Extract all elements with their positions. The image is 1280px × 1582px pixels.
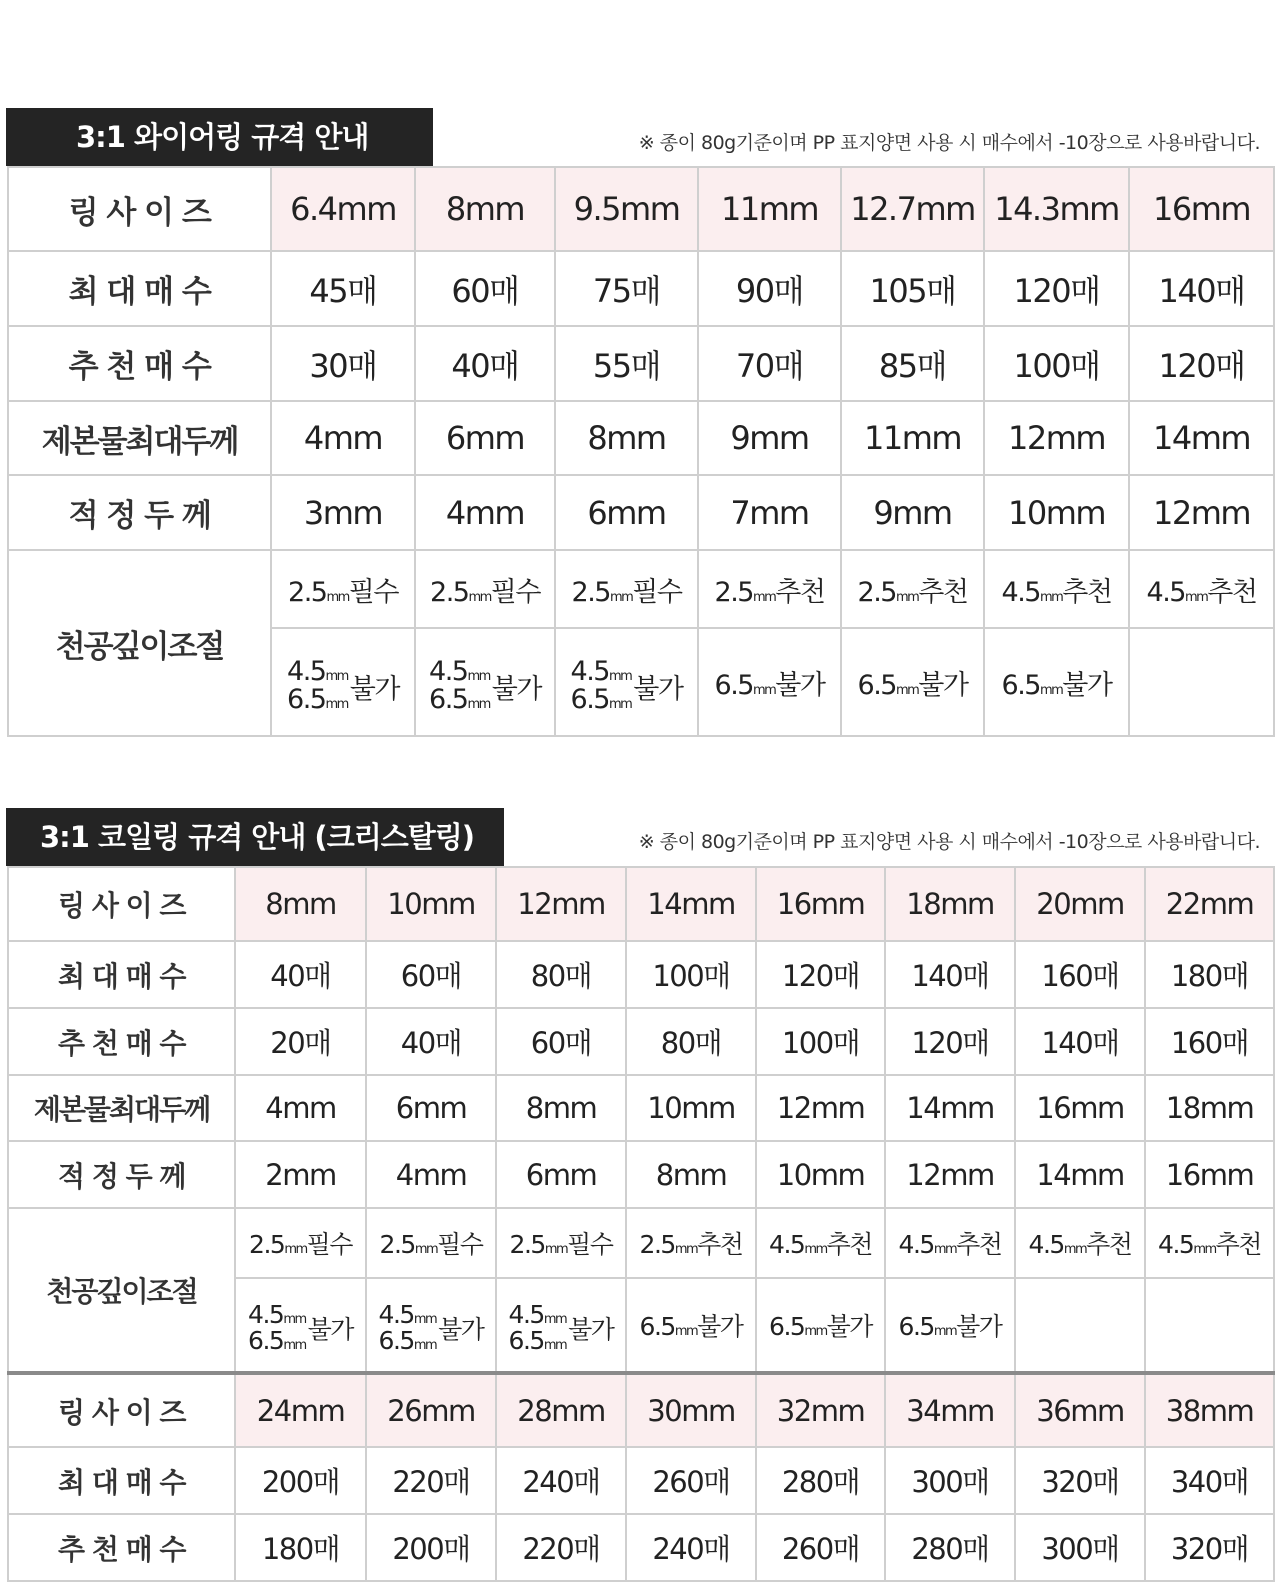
rec-sheets-cell: 240매 (626, 1514, 756, 1581)
empty-cell (1129, 628, 1274, 736)
row-label-max-thickness: 제본물최대두께 (8, 401, 271, 475)
max-sheets-cell: 60매 (415, 251, 555, 326)
rec-sheets-cell: 320매 (1145, 1514, 1274, 1581)
max-sheets-cell: 140매 (1129, 251, 1274, 326)
rec-sheets-cell: 40매 (415, 326, 555, 401)
depth-word: 불가 (491, 673, 541, 705)
empty-cell (1145, 1278, 1274, 1373)
depth-word: 추천 (1086, 1230, 1132, 1259)
depth-unit: mm (414, 1242, 438, 1257)
depth-value: 2.5 (509, 1230, 545, 1259)
depth-unit: mm (933, 1324, 957, 1339)
proper-thickness-cell: 7mm (698, 475, 841, 550)
depth-word: 불가 (956, 1312, 1002, 1341)
depth-value-b: 6.5 (287, 684, 326, 715)
max-thickness-cell: 4mm (235, 1075, 366, 1141)
max-sheets-cell: 120매 (984, 251, 1129, 326)
max-thickness-cell: 11mm (841, 401, 984, 475)
depth-unit: mm (895, 682, 919, 698)
wire-ring-spec-table (7, 166, 1275, 737)
punch-depth-cell (271, 628, 415, 736)
depth-word: 추천 (1207, 576, 1257, 608)
depth-value: 6.5 (1001, 669, 1040, 701)
rec-sheets-cell: 100매 (984, 326, 1129, 401)
coil-row-label-punch-depth: 천공깊이조절 (8, 1208, 235, 1373)
depth-value: 4.5 (1028, 1230, 1064, 1259)
punch-depth-cell (698, 628, 841, 736)
depth-value: 6.5 (857, 669, 896, 701)
max-sheets-cell: 220매 (366, 1447, 496, 1514)
punch-depth-cell (841, 628, 984, 736)
depth-unit: mm (413, 1311, 437, 1327)
depth-word: 필수 (437, 1230, 483, 1259)
depth-word: 불가 (1062, 669, 1112, 701)
ring-size-cell: 8mm (415, 167, 555, 251)
depth-word: 추천 (918, 576, 968, 608)
depth-word: 필수 (490, 576, 540, 608)
max-sheets-row (8, 251, 1274, 326)
rec-sheets-cell: 100매 (756, 1008, 885, 1075)
rec-sheets-cell: 140매 (1015, 1008, 1145, 1075)
depth-unit: mm (543, 1311, 567, 1327)
punch-depth-cell (366, 1208, 496, 1278)
ring-size-cell: 36mm (1015, 1373, 1145, 1447)
punch-depth-cell (415, 628, 555, 736)
proper-thickness-cell: 4mm (366, 1141, 496, 1208)
max-sheets-cell: 260매 (626, 1447, 756, 1514)
depth-value-b: 6.5 (570, 684, 609, 715)
coil-row-label-rec-sheets-2: 추 천 매 수 (8, 1514, 235, 1581)
max-sheets-cell: 60매 (366, 941, 496, 1008)
max-thickness-cell: 14mm (1129, 401, 1274, 475)
rec-sheets-cell: 120매 (1129, 326, 1274, 401)
punch-depth-cell (756, 1278, 885, 1373)
max-sheets-cell: 280매 (756, 1447, 885, 1514)
coil-row-label-max-sheets-2: 최 대 매 수 (8, 1447, 235, 1514)
wire-ring-note: ※ 종이 80g기준이며 PP 표지양면 사용 시 매수에서 -10장으로 사용바랍니다. (638, 132, 1260, 154)
coil-row-label-max-sheets: 최 대 매 수 (8, 941, 235, 1008)
max-sheets-cell: 75매 (555, 251, 698, 326)
rec-sheets-row (8, 326, 1274, 401)
depth-unit: mm (413, 1338, 437, 1353)
depth-word: 불가 (307, 1315, 353, 1344)
rec-sheets-cell: 280매 (885, 1514, 1015, 1581)
rec-sheets-cell: 220매 (496, 1514, 626, 1581)
proper-thickness-cell: 12mm (1129, 475, 1274, 550)
punch-depth-cell (555, 550, 698, 628)
rec-sheets-cell: 200매 (366, 1514, 496, 1581)
depth-unit: mm (804, 1324, 827, 1339)
proper-thickness-cell: 12mm (885, 1141, 1015, 1208)
max-sheets-cell: 80매 (496, 941, 626, 1008)
ring-size-cell: 38mm (1145, 1373, 1274, 1447)
punch-depth-cell (626, 1278, 756, 1373)
empty-cell (1015, 1278, 1145, 1373)
depth-unit: mm (1193, 1242, 1216, 1257)
max-sheets-cell: 240매 (496, 1447, 626, 1514)
coil-rec-sheets-row (8, 1008, 1274, 1075)
punch-depth-cell (235, 1278, 366, 1373)
depth-unit: mm (283, 1338, 306, 1353)
depth-value: 6.5 (769, 1312, 805, 1341)
depth-word: 추천 (956, 1230, 1002, 1259)
max-sheets-cell: 340매 (1145, 1447, 1274, 1514)
depth-unit: mm (326, 589, 349, 605)
depth-unit: mm (752, 682, 776, 698)
depth-value: 4.5 (1146, 576, 1185, 608)
depth-unit: mm (674, 1324, 698, 1339)
depth-unit: mm (467, 697, 490, 712)
depth-value: 2.5 (288, 576, 327, 608)
depth-value-a: 4.5 (508, 1299, 544, 1329)
max-sheets-cell: 320매 (1015, 1447, 1145, 1514)
rec-sheets-cell: 30매 (271, 326, 415, 401)
ring-size-cell: 16mm (1129, 167, 1274, 251)
depth-unit: mm (752, 589, 776, 605)
proper-thickness-cell: 8mm (626, 1141, 756, 1208)
depth-value-b: 6.5 (429, 684, 468, 715)
depth-unit: mm (608, 697, 632, 712)
max-sheets-cell: 100매 (626, 941, 756, 1008)
max-sheets-cell: 180매 (1145, 941, 1274, 1008)
depth-word: 불가 (918, 669, 968, 701)
max-thickness-cell: 12mm (984, 401, 1129, 475)
ring-size-cell: 12mm (496, 867, 626, 941)
depth-value: 6.5 (639, 1312, 675, 1341)
ring-size-cell: 12.7mm (841, 167, 984, 251)
depth-value-b: 6.5 (508, 1326, 544, 1355)
punch-depth-cell (415, 550, 555, 628)
row-label-ring-size: 링 사 이 즈 (8, 167, 271, 251)
coil-ring-size-row-2 (8, 1373, 1274, 1447)
depth-value-a: 4.5 (287, 655, 326, 687)
coil-ring-size-row (8, 867, 1274, 941)
proper-thickness-row (8, 475, 1274, 550)
punch-depth-cell (366, 1278, 496, 1373)
ring-size-cell: 8mm (235, 867, 366, 941)
rec-sheets-cell: 85매 (841, 326, 984, 401)
punch-depth-cell (1015, 1208, 1145, 1278)
depth-value: 2.5 (249, 1230, 285, 1259)
punch-depth-cell (698, 550, 841, 628)
depth-unit: mm (608, 668, 632, 684)
proper-thickness-cell: 16mm (1145, 1141, 1274, 1208)
depth-value: 6.5 (714, 669, 753, 701)
max-thickness-cell: 8mm (496, 1075, 626, 1141)
depth-unit: mm (467, 668, 490, 684)
depth-value-a: 4.5 (570, 655, 609, 687)
row-label-proper-thickness: 적 정 두 께 (8, 475, 271, 550)
depth-unit: mm (325, 697, 348, 712)
depth-unit: mm (895, 589, 919, 605)
depth-unit: mm (1039, 682, 1063, 698)
ring-size-cell: 24mm (235, 1373, 366, 1447)
max-sheets-cell: 120매 (756, 941, 885, 1008)
depth-unit: mm (284, 1242, 307, 1257)
rec-sheets-cell: 180매 (235, 1514, 366, 1581)
coil-ring-title: 3:1 코일링 규격 안내 (크리스탈링) (6, 808, 504, 866)
max-thickness-cell: 12mm (756, 1075, 885, 1141)
coil-punch-depth-row-1 (8, 1208, 1274, 1278)
depth-value: 4.5 (1001, 576, 1040, 608)
wire-ring-title: 3:1 와이어링 규격 안내 (6, 108, 433, 166)
depth-value-a: 4.5 (378, 1299, 414, 1329)
depth-value: 2.5 (639, 1230, 675, 1259)
depth-word: 필수 (306, 1230, 352, 1259)
ring-size-cell: 10mm (366, 867, 496, 941)
ring-size-cell: 11mm (698, 167, 841, 251)
max-sheets-cell: 45매 (271, 251, 415, 326)
rec-sheets-cell: 160매 (1145, 1008, 1274, 1075)
depth-word: 불가 (438, 1315, 484, 1344)
rec-sheets-cell: 70매 (698, 326, 841, 401)
max-thickness-cell: 4mm (271, 401, 415, 475)
ring-size-row (8, 167, 1274, 251)
rec-sheets-cell: 20매 (235, 1008, 366, 1075)
coil-row-label-proper-thickness: 적 정 두 께 (8, 1141, 235, 1208)
row-label-max-sheets: 최 대 매 수 (8, 251, 271, 326)
depth-word: 추천 (826, 1230, 872, 1259)
ring-size-cell: 22mm (1145, 867, 1274, 941)
punch-depth-cell (1145, 1208, 1274, 1278)
max-thickness-cell: 6mm (366, 1075, 496, 1141)
punch-depth-cell (1129, 550, 1274, 628)
max-thickness-cell: 10mm (626, 1075, 756, 1141)
max-sheets-cell: 90매 (698, 251, 841, 326)
proper-thickness-cell: 14mm (1015, 1141, 1145, 1208)
depth-value: 2.5 (379, 1230, 415, 1259)
proper-thickness-cell: 10mm (984, 475, 1129, 550)
rec-sheets-cell: 120매 (885, 1008, 1015, 1075)
depth-value-b: 6.5 (378, 1326, 414, 1355)
depth-unit: mm (468, 589, 491, 605)
max-thickness-cell: 14mm (885, 1075, 1015, 1141)
depth-unit: mm (283, 1311, 306, 1327)
punch-depth-cell (271, 550, 415, 628)
coil-max-thickness-row (8, 1075, 1274, 1141)
proper-thickness-cell: 6mm (496, 1141, 626, 1208)
coil-ring-note: ※ 종이 80g기준이며 PP 표지양면 사용 시 매수에서 -10장으로 사용바랍니다. (638, 831, 1260, 853)
ring-size-cell: 14.3mm (984, 167, 1129, 251)
ring-size-cell: 34mm (885, 1373, 1015, 1447)
rec-sheets-cell: 260매 (756, 1514, 885, 1581)
rec-sheets-cell: 80매 (626, 1008, 756, 1075)
max-sheets-cell: 40매 (235, 941, 366, 1008)
max-thickness-cell: 16mm (1015, 1075, 1145, 1141)
depth-value: 4.5 (898, 1230, 934, 1259)
punch-depth-row-1 (8, 550, 1274, 628)
depth-word: 추천 (775, 576, 825, 608)
depth-word: 불가 (826, 1312, 872, 1341)
depth-word: 추천 (697, 1230, 743, 1259)
coil-proper-thickness-row (8, 1141, 1274, 1208)
coil-row-label-ring-size: 링 사 이 즈 (8, 867, 235, 941)
depth-word: 불가 (349, 673, 399, 705)
punch-depth-cell (885, 1208, 1015, 1278)
depth-word: 불가 (697, 1312, 743, 1341)
depth-unit: mm (544, 1242, 568, 1257)
depth-unit: mm (609, 589, 633, 605)
max-sheets-cell: 160매 (1015, 941, 1145, 1008)
depth-word: 불가 (775, 669, 825, 701)
depth-value: 6.5 (898, 1312, 934, 1341)
punch-depth-cell (885, 1278, 1015, 1373)
depth-value: 4.5 (769, 1230, 805, 1259)
ring-size-cell: 32mm (756, 1373, 885, 1447)
max-thickness-row (8, 401, 1274, 475)
punch-depth-cell (984, 550, 1129, 628)
rec-sheets-cell: 60매 (496, 1008, 626, 1075)
depth-word: 필수 (632, 576, 682, 608)
row-label-rec-sheets: 추 천 매 수 (8, 326, 271, 401)
ring-size-cell: 9.5mm (555, 167, 698, 251)
depth-word: 필수 (567, 1230, 613, 1259)
coil-ring-spec-table (7, 866, 1275, 1582)
coil-row-label-ring-size-2: 링 사 이 즈 (8, 1373, 235, 1447)
ring-size-cell: 16mm (756, 867, 885, 941)
coil-row-label-max-thickness: 제본물최대두께 (8, 1075, 235, 1141)
max-sheets-cell: 105매 (841, 251, 984, 326)
rec-sheets-cell: 55매 (555, 326, 698, 401)
punch-depth-cell (235, 1208, 366, 1278)
punch-depth-cell (841, 550, 984, 628)
coil-max-sheets-row (8, 941, 1274, 1008)
rec-sheets-cell: 300매 (1015, 1514, 1145, 1581)
punch-depth-cell (496, 1278, 626, 1373)
max-sheets-cell: 200매 (235, 1447, 366, 1514)
proper-thickness-cell: 3mm (271, 475, 415, 550)
depth-value: 2.5 (430, 576, 469, 608)
max-thickness-cell: 18mm (1145, 1075, 1274, 1141)
ring-size-cell: 30mm (626, 1373, 756, 1447)
depth-value-b: 6.5 (248, 1326, 284, 1355)
max-sheets-cell: 300매 (885, 1447, 1015, 1514)
depth-word: 불가 (633, 673, 683, 705)
rec-sheets-cell: 40매 (366, 1008, 496, 1075)
depth-word: 필수 (348, 576, 398, 608)
depth-unit: mm (1184, 589, 1208, 605)
depth-value-a: 4.5 (248, 1299, 284, 1329)
max-sheets-cell: 140매 (885, 941, 1015, 1008)
depth-value: 4.5 (1158, 1230, 1194, 1259)
proper-thickness-cell: 4mm (415, 475, 555, 550)
proper-thickness-cell: 9mm (841, 475, 984, 550)
depth-unit: mm (325, 668, 348, 684)
coil-row-label-rec-sheets: 추 천 매 수 (8, 1008, 235, 1075)
ring-size-cell: 26mm (366, 1373, 496, 1447)
punch-depth-cell (756, 1208, 885, 1278)
depth-unit: mm (804, 1242, 827, 1257)
proper-thickness-cell: 6mm (555, 475, 698, 550)
coil-rec-sheets-row-2 (8, 1514, 1274, 1581)
depth-unit: mm (1039, 589, 1063, 605)
depth-value: 2.5 (571, 576, 610, 608)
punch-depth-cell (555, 628, 698, 736)
depth-word: 추천 (1062, 576, 1112, 608)
coil-max-sheets-row-2 (8, 1447, 1274, 1514)
max-thickness-cell: 9mm (698, 401, 841, 475)
depth-value: 2.5 (857, 576, 896, 608)
ring-size-cell: 14mm (626, 867, 756, 941)
max-thickness-cell: 6mm (415, 401, 555, 475)
depth-unit: mm (1063, 1242, 1087, 1257)
proper-thickness-cell: 2mm (235, 1141, 366, 1208)
depth-unit: mm (933, 1242, 957, 1257)
depth-word: 불가 (568, 1315, 614, 1344)
punch-depth-cell (496, 1208, 626, 1278)
ring-size-cell: 28mm (496, 1373, 626, 1447)
depth-value: 2.5 (714, 576, 753, 608)
punch-depth-cell (984, 628, 1129, 736)
depth-unit: mm (543, 1338, 567, 1353)
depth-word: 추천 (1215, 1230, 1261, 1259)
punch-depth-cell (626, 1208, 756, 1278)
ring-size-cell: 20mm (1015, 867, 1145, 941)
depth-unit: mm (674, 1242, 698, 1257)
proper-thickness-cell: 10mm (756, 1141, 885, 1208)
ring-size-cell: 18mm (885, 867, 1015, 941)
row-label-punch-depth: 천공깊이조절 (8, 550, 271, 736)
ring-size-cell: 6.4mm (271, 167, 415, 251)
depth-value-a: 4.5 (429, 655, 468, 687)
max-thickness-cell: 8mm (555, 401, 698, 475)
